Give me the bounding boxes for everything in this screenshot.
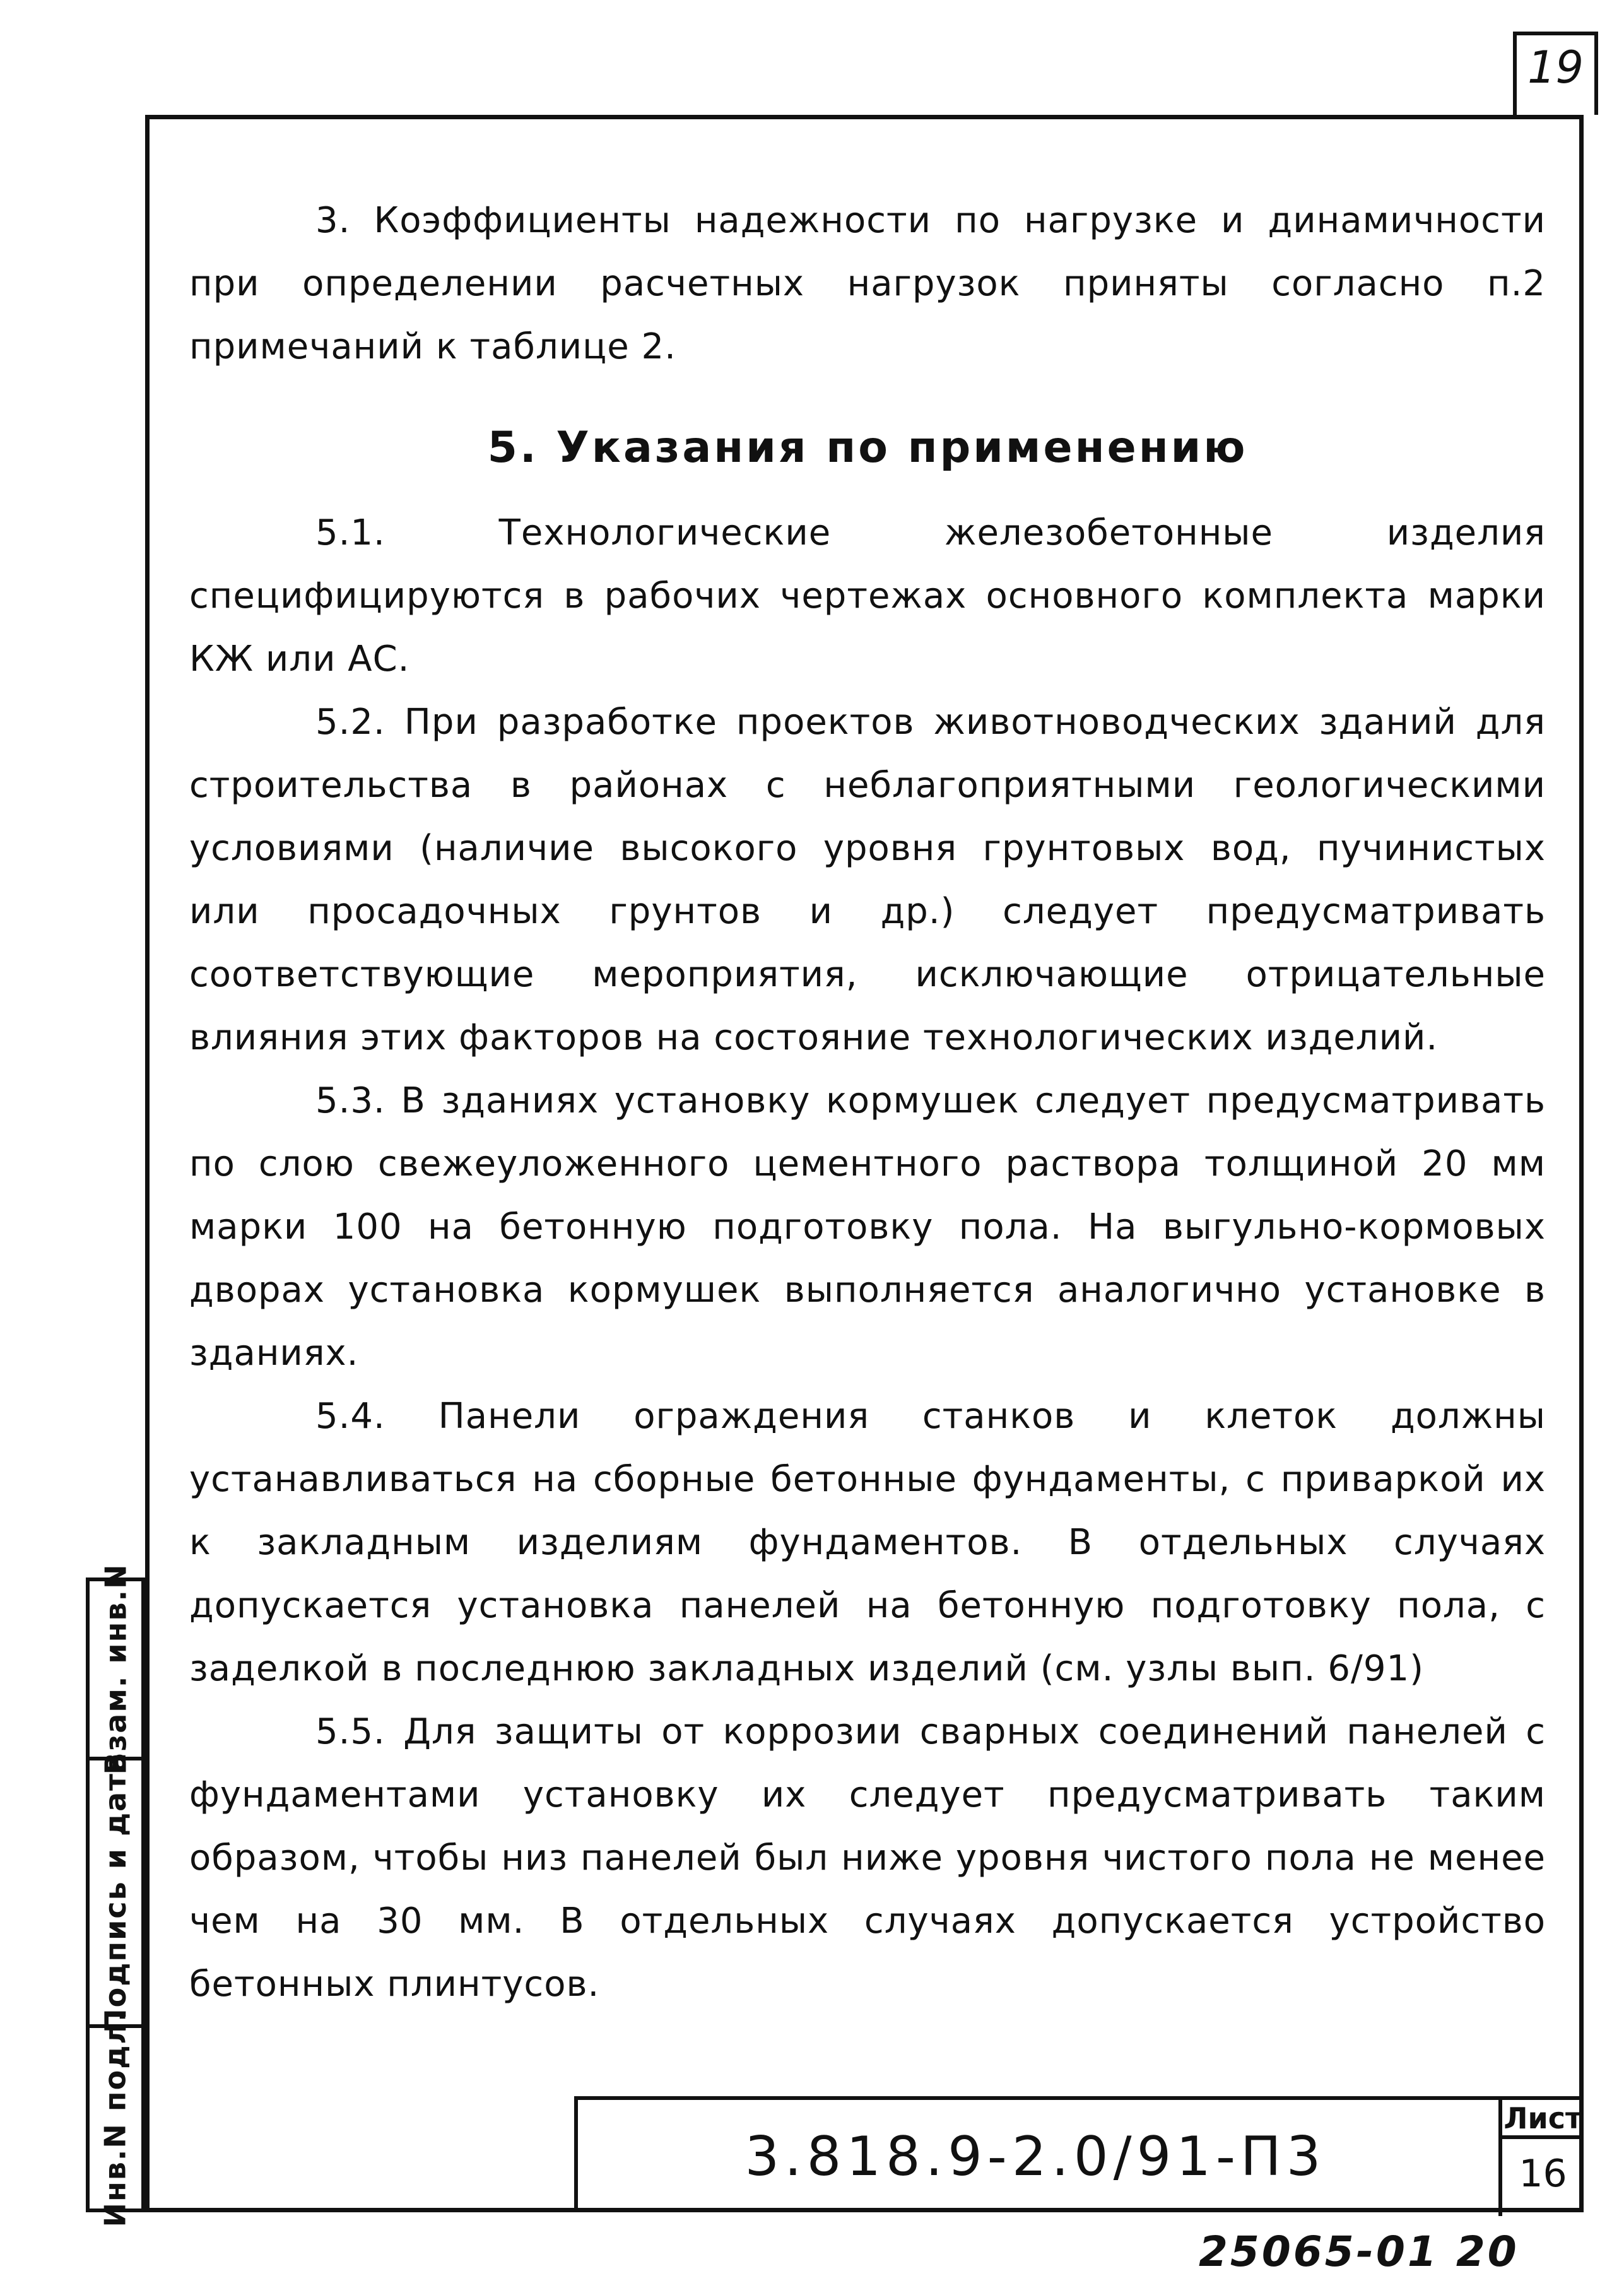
section-heading: 5. Указания по применению xyxy=(487,423,1248,473)
sidebar-inv-podl xyxy=(86,2009,145,2227)
paragraph-5-3: 5.3. В зданиях установку кормушек следует предусматривать по слою свежеуложенного цементного раствора толщиной 20 мм марки 100 на бетонную подготовку пола. На выгульно-кормовых дворах установка кормушек выполняется аналогично установке в зданиях. xyxy=(189,1080,1546,1374)
footer-code: 25065-01 20 xyxy=(1199,2227,1519,2276)
sheet-cell xyxy=(1498,2100,1584,2216)
sidebar-inv-podl-label: Инв.N подл. xyxy=(98,2009,133,2227)
page-number-box xyxy=(1513,32,1598,115)
sheet-label: Лист xyxy=(1502,2100,1584,2139)
document-designation: 3.818.9-2.0/91-П3 xyxy=(744,2125,1326,2188)
sheet-number: 16 xyxy=(1519,2152,1567,2196)
document-body xyxy=(189,189,1546,2016)
sidebar-vzam-inv xyxy=(86,1563,145,1775)
sidebar-podpis-data xyxy=(86,1752,145,2033)
paragraph-5-1: 5.1. Технологические железобетонные изделия специфицируются в рабочих чертежах основного комплекта марки КЖ или АС. xyxy=(189,512,1546,680)
paragraph-5-4: 5.4. Панели ограждения станков и клеток должны устанавливаться на сборные бетонные фундаменты, с приваркой их к закладным изделиям фундаментов. В отдельных случаях допускается установка панелей на бетонную подготовку пола, с заделкой в последнюю закладных изделий (см. узлы вып. 6/91) xyxy=(189,1396,1546,1689)
paragraph-3: 3. Коэффициенты надежности по нагрузке и динамичности при определении расчетных нагрузок приняты согласно п.2 примечаний к таблице 2. xyxy=(189,200,1546,367)
title-block xyxy=(574,2096,1584,2212)
page-number: 19 xyxy=(1527,42,1584,93)
paragraph-5-2: 5.2. При разработке проектов животноводческих зданий для строительства в районах с неблагоприятными геологическими условиями (наличие высокого уровня грунтовых вод, пучинистых или просадочных грунтов и др.) следует предусматривать соответствующие мероприятия, исключающие отрицательные влияния этих факторов на состояние технологических изделий. xyxy=(189,702,1546,1058)
sidebar-podpis-data-label: Подпись и дата xyxy=(98,1752,132,2033)
sidebar-vzam-inv-label: Взам. инв.N xyxy=(98,1563,133,1775)
paragraph-5-5: 5.5. Для защиты от коррозии сварных соединений панелей с фундаментами установку их следует предусматривать таким образом, чтобы низ панелей был ниже уровня чистого пола не менее чем на 30 мм. В отдельных случаях допускается устройство бетонных плинтусов. xyxy=(189,1711,1546,2005)
